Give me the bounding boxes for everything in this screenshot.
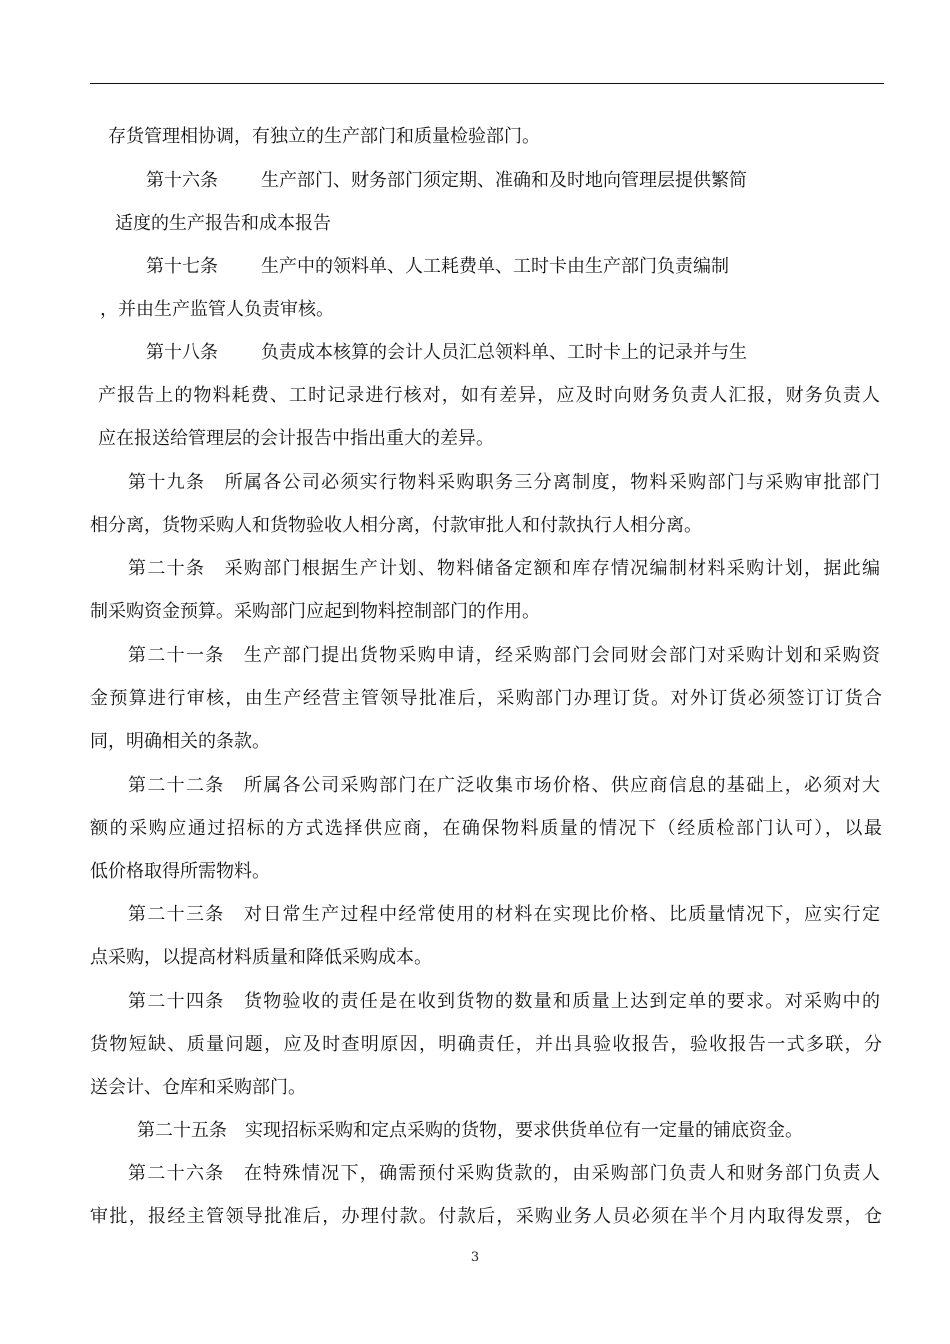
- text-line: 第二十五条 实现招标采购和定点采购的货物，要求供货单位有一定量的铺底资金。: [137, 1120, 803, 1141]
- text-line: 审批，报经主管领导批准后，办理付款。付款后，采购业务人员必须在半个月内取得发票，仓: [90, 1206, 882, 1227]
- text-line: 第十九条 所属各公司必须实行物料采购职务三分离制度，物料采购部门与采购审批部门: [128, 472, 880, 493]
- text-line: 应在报送给管理层的会计报告中指出重大的差异。: [98, 428, 494, 449]
- text-line: 生产部门、财务部门须定期、准确和及时地向管理层提供繁简: [261, 170, 747, 191]
- text-line: 金预算进行审核，由生产经营主管领导批准后，采购部门办理订货。对外订货必须签订订货合: [90, 688, 882, 709]
- text-line: 低价格取得所需物料。: [90, 861, 270, 882]
- text-line: 适度的生产报告和成本报告: [115, 213, 331, 234]
- text-line: 第二十二条 所属各公司采购部门在广泛收集市场价格、供应商信息的基础上，必须对大: [128, 775, 880, 796]
- text-line: 生产中的领料单、人工耗费单、工时卡由生产部门负责编制: [261, 256, 729, 277]
- text-line: 额的采购应通过招标的方式选择供应商，在确保物料质量的情况下（经质检部门认可），以最: [90, 818, 882, 839]
- text-line: 第二十四条 货物验收的责任是在收到货物的数量和质量上达到定单的要求。对采购中的: [128, 991, 880, 1012]
- text-line: 第二十三条 对日常生产过程中经常使用的材料在实现比价格、比质量情况下，应实行定: [128, 904, 880, 925]
- text-line: 相分离，货物采购人和货物验收人相分离，付款审批人和付款执行人相分离。: [90, 515, 702, 536]
- article-heading: 第十八条: [146, 342, 218, 363]
- text-line: 送会计、仓库和采购部门。: [90, 1077, 306, 1098]
- text-line: 点采购，以提高材料质量和降低采购成本。: [90, 947, 432, 968]
- text-line: 产报告上的物料耗费、工时记录进行核对，如有差异，应及时向财务负责人汇报，财务负责人: [98, 385, 880, 406]
- text-line: 负责成本核算的会计人员汇总领料单、工时卡上的记录并与生: [261, 342, 747, 363]
- text-line: 制采购资金预算。采购部门应起到物料控制部门的作用。: [90, 601, 540, 622]
- text-line: 第二十一条 生产部门提出货物采购申请，经采购部门会同财会部门对采购计划和采购资: [128, 645, 880, 666]
- article-heading: 第十六条: [146, 170, 218, 191]
- text-line: 存货管理相协调，有独立的生产部门和质量检验部门。: [108, 126, 540, 147]
- page-number: 3: [470, 1250, 480, 1265]
- text-line: 第二十条 采购部门根据生产计划、物料储备定额和库存情况编制材料采购计划，据此编: [128, 558, 880, 579]
- header-rule: [90, 83, 884, 84]
- text-line: 第二十六条 在特殊情况下，确需预付采购货款的，由采购部门负责人和财务部门负责人: [128, 1163, 880, 1184]
- text-line: ，并由生产监管人负责审核。: [100, 299, 334, 320]
- text-line: 同，明确相关的条款。: [90, 731, 270, 752]
- text-line: 货物短缺、质量问题，应及时查明原因，明确责任，并出具验收报告，验收报告一式多联，分: [90, 1034, 882, 1055]
- article-heading: 第十七条: [146, 256, 218, 277]
